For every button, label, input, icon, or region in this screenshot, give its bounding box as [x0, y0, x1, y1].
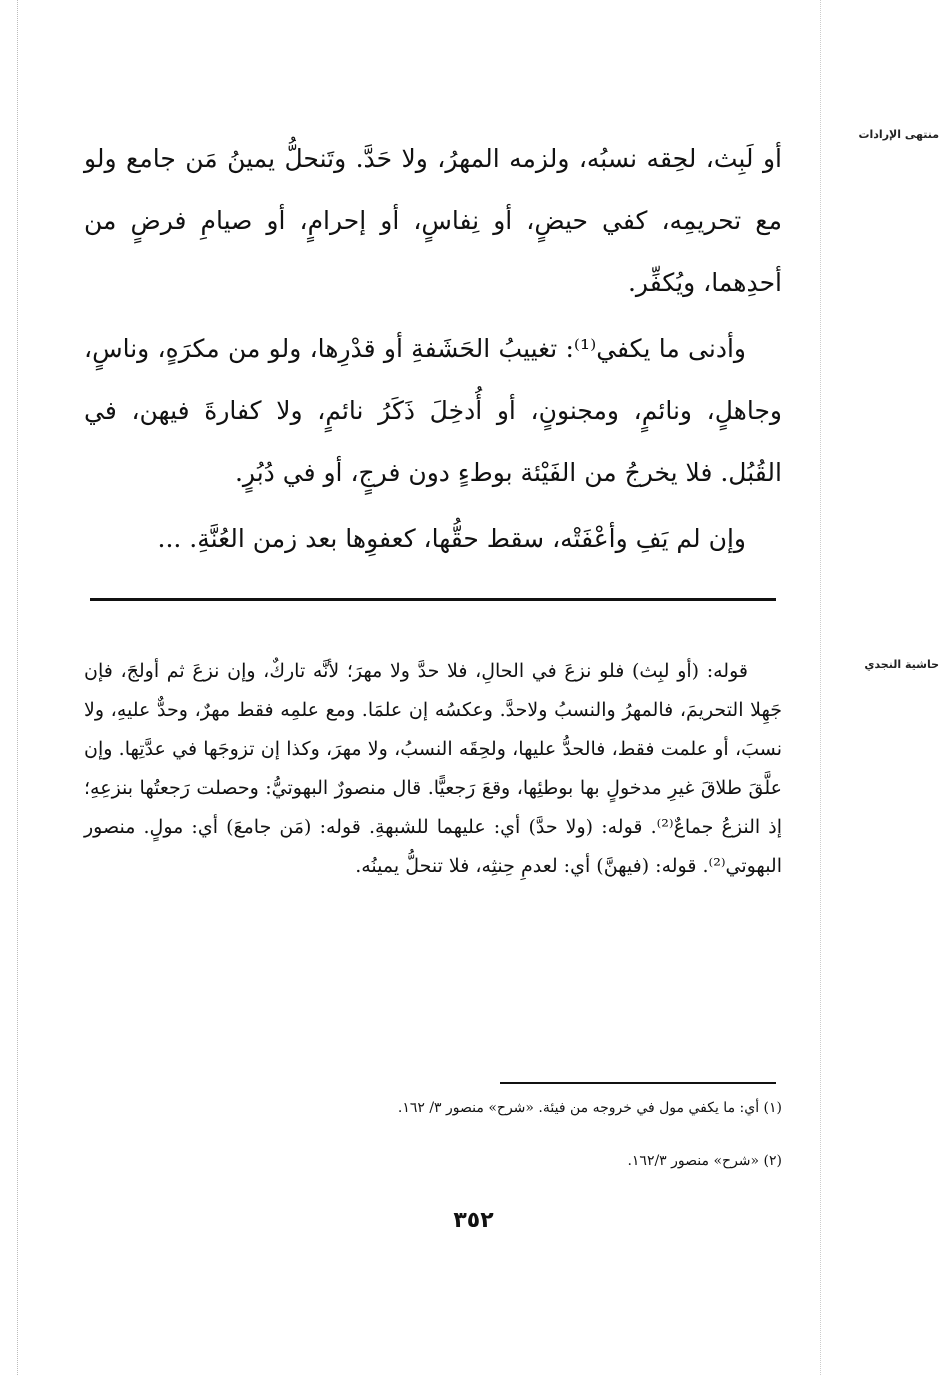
sharh-side-label: حاشية النجدي [864, 658, 939, 671]
matn-paragraph: وأدنى ما يكفي⁽¹⁾: تغييبُ الحَشَفةِ أو قدْرِها، ولو من مكرَهٍ، وناسٍ، وجاهلٍ، ونائمٍ، ومجنونٍ، أو أُدخِلَ ذَكَرُ نائمٍ، ولا كفارةَ فيهن، في القُبُل. فلا يخرجُ من الفَيْئة بوطءٍ دون فرجٍ، أو في دُبُرٍ. [84, 334, 782, 487]
sharh-text-block [84, 652, 782, 886]
matn-paragraph: أو لَبِث، لحِقه نسبُه، ولزمه المهرُ، ولا حَدَّ. وتَنحلُّ يمينُ مَن جامع ولو مع تحريمِه، كفي حيضٍ، أو نِفاسٍ، أو إحرامٍ، أو صيامِ فرضٍ من أحدِهما، ويُكفِّر. [84, 144, 782, 297]
sharh-paragraph: قوله: (أو لبِث) فلو نزعَ في الحالِ، فلا حدَّ ولا مهرَ؛ لأنَّه تاركٌ، وإن نزعَ ثم أولجَ، فإن جَهِلا التحريمَ، فالمهرُ والنسبُ ولاحدَّ. وعكسُه إن علمَا. ومع علمِه فقط مهرٌ، وحدٌّ عليهِ، ولا نسبَ، أو علمت فقط، فالحدُّ عليها، ولحِقَه النسبُ، ولا مهرَ، وكذا إن تزوجَها في عدَّتِها. وإن علَّقَ طلاقَ غيرِ مدخولٍ بها بوطئِها، وقعَ رَجعيًّا. قال منصورٌ البهوتيُّ: وحصلت رَجعتُها بنزعِهِ؛ إذ النزعُ جماعٌ⁽²⁾. قوله: (ولا حدَّ) أي: عليهما للشبهةِ. قوله: (مَن جامعَ) أي: مولٍ. منصور البهوتي⁽²⁾. قوله: (فيهنَّ) أي: لعدمِ حِنثِه، فلا تنحلُّ يمينُه. [84, 660, 782, 877]
footnote-2: (٢) «شرح» منصور ١٦٢/٣. [627, 1153, 782, 1169]
scan-margin-line-left [17, 0, 18, 1375]
matn-side-label: منتهى الإرادات [858, 128, 939, 141]
footnote-divider [500, 1082, 776, 1084]
page-number: ٣٥٢ [453, 1208, 494, 1233]
scan-margin-line-right [820, 0, 821, 1375]
matn-paragraph: وإن لم يَفِ وأعْفَتْه، سقط حقُّها، كعفوِها بعد زمن العُنَّةِ. ... [157, 524, 746, 553]
matn-text-block [84, 128, 782, 570]
section-divider [90, 598, 776, 601]
footnote-1: (١) أي: ما يكفي مول في خروجه من فيئة. «شرح» منصور ٣/ ١٦٢. [397, 1100, 782, 1116]
